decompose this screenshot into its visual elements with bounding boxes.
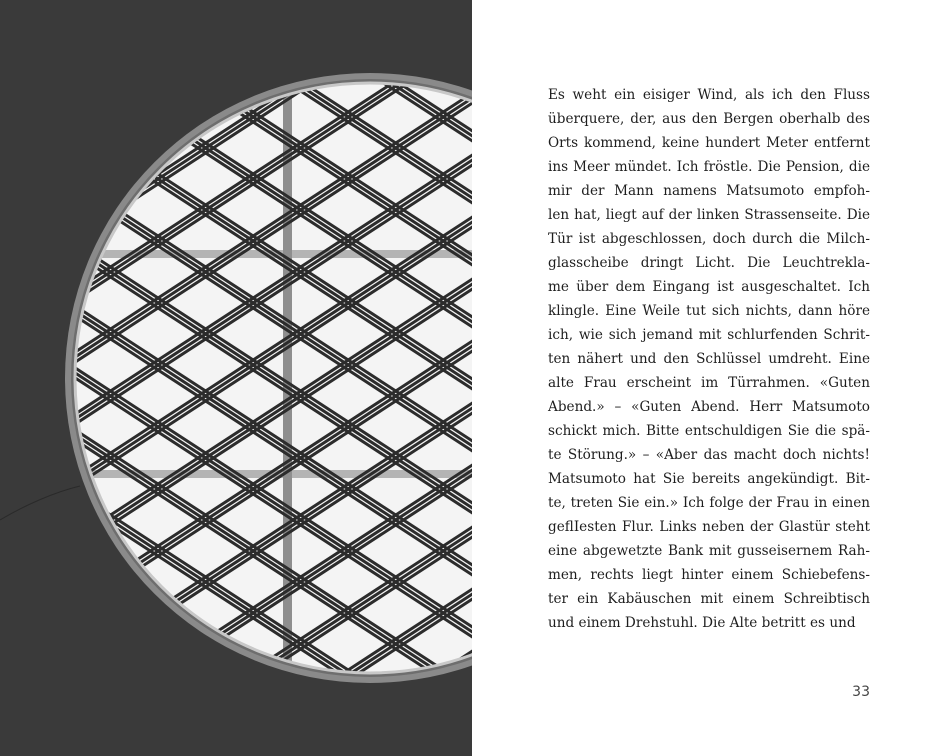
text-line: me über dem Eingang ist ausgeschaltet. Ich [548,279,870,295]
text-line: überquere, der, aus den Bergen oberhalb des [548,111,870,127]
circular-window-lattice-photo [0,0,472,756]
text-line: Tür ist abgeschlossen, doch durch die Milch- [548,231,870,247]
text-line: Abend.» – «Guten Abend. Herr Matsumoto [548,399,870,415]
text-line: Orts kommend, keine hundert Meter entfernt [548,135,870,151]
text-line: schickt mich. Bitte entschuldigen Sie die spä- [548,423,870,439]
text-line: ins Meer mündet. Ich fröstle. Die Pension, die [548,159,870,175]
text-line: eine abgewetzte Bank mit gusseisernem Rah- [548,543,870,559]
text-line: klingle. Eine Weile tut sich nichts, dann höre [548,303,870,319]
text-line: ten nähert und den Schlüssel umdreht. Eine [548,351,870,367]
text-line: ter ein Kabäuschen mit einem Schreibtisch [548,591,870,607]
text-line: geflIesten Flur. Links neben der Glastür steht [548,519,870,535]
text-line: len hat, liegt auf der linken Strassenseite. Die [548,207,870,223]
text-line: men, rechts liegt hinter einem Schiebefens- [548,567,870,583]
page-number: 33 [852,684,870,700]
text-line: mir der Mann namens Matsumoto empfoh- [548,183,870,199]
photo-page [0,0,472,756]
text-line: Es weht ein eisiger Wind, als ich den Fluss [548,87,870,103]
text-line: Matsumoto hat Sie bereits angekündigt. Bit- [548,471,870,487]
text-line: und einem Drehstuhl. Die Alte betritt es und [548,615,856,631]
text-line: te, treten Sie ein.» Ich folge der Frau in einen [548,495,870,511]
text-page [472,0,945,756]
text-line: alte Frau erscheint im Türrahmen. «Guten [548,375,870,391]
text-line: glasscheibe dringt Licht. Die Leuchtrekla- [548,255,870,271]
body-text [548,83,870,635]
text-line: ich, wie sich jemand mit schlurfenden Schrit- [548,327,870,343]
text-line: te Störung.» – «Aber das macht doch nichts! [548,447,870,463]
